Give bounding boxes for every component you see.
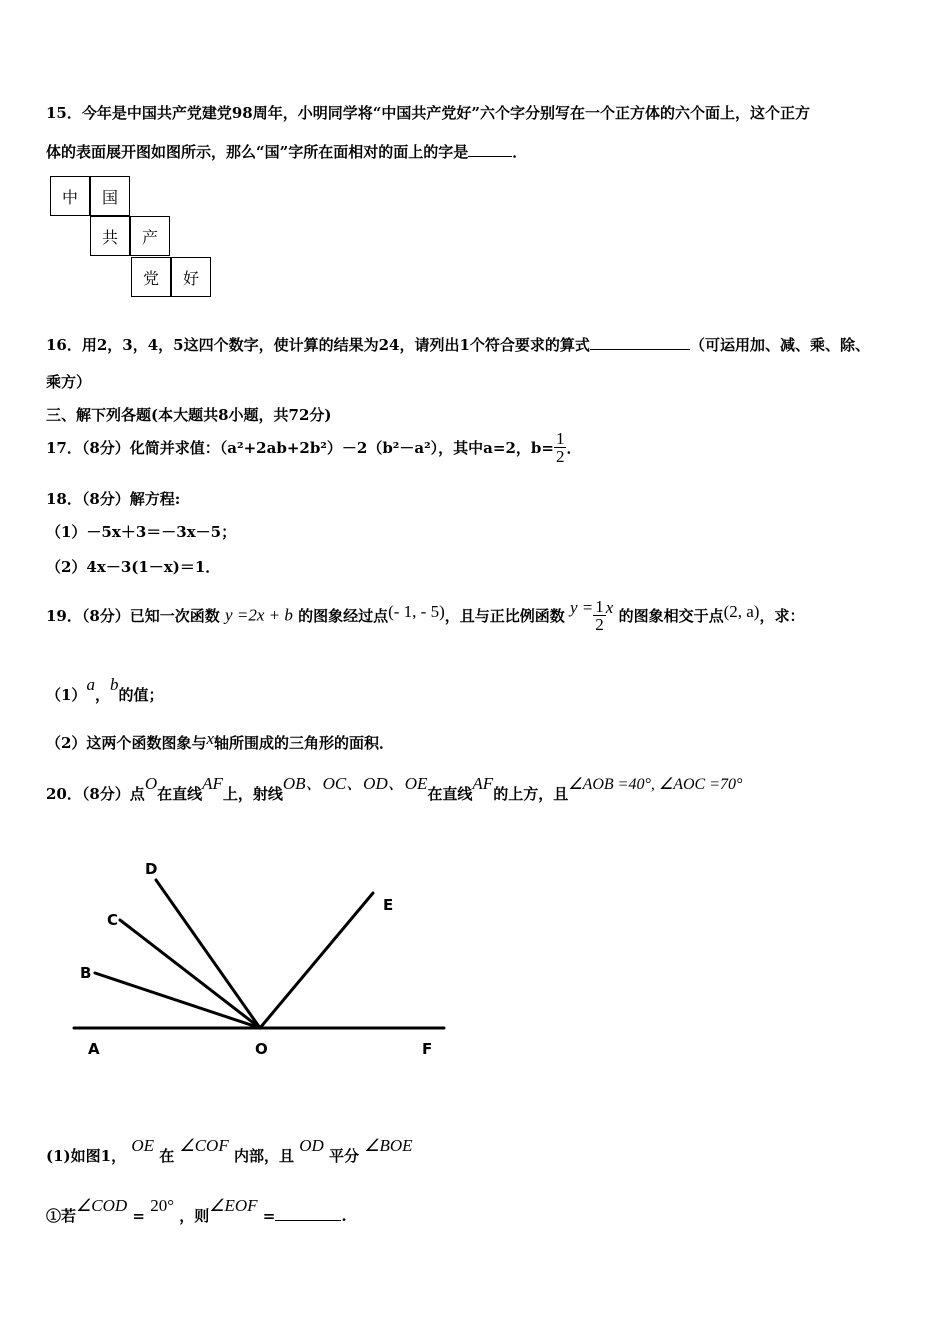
ray-OC — [120, 920, 260, 1028]
q19-part2 — [46, 729, 395, 753]
q16-answer-blank — [590, 349, 690, 350]
q20-s1-OE: OE — [131, 1136, 154, 1155]
net-cell: 中 — [50, 176, 90, 216]
label-E: E — [383, 896, 394, 914]
label-D: D — [145, 860, 158, 878]
frac-numerator: 1 — [595, 597, 604, 616]
q20-figure — [60, 850, 460, 1080]
q20-s1-t2: 内部，且 — [233, 1147, 294, 1165]
q20-rays: OB、OC、OD、OE — [282, 774, 428, 793]
ray-OD — [156, 880, 260, 1028]
frac-numerator: 1 — [555, 429, 565, 448]
q16-text: 16．用2，3，4，5这四个数字，使计算的结果为24，请列出1个符合要求的算式 — [46, 336, 590, 354]
q20-t4: 在直线 — [427, 785, 473, 803]
label-O: O — [255, 1040, 268, 1058]
q20-AF: AF — [202, 774, 223, 793]
net-cell: 党 — [131, 257, 171, 297]
q19-p1-sep: ， — [94, 686, 110, 704]
net-cell: 共 — [90, 216, 130, 256]
q20-s1-label: (1)如图1， — [46, 1147, 127, 1165]
q17-end: ． — [566, 439, 582, 457]
q15-answer-blank — [468, 156, 512, 157]
q20-stem — [46, 774, 743, 804]
q19-p1-label: （1） — [46, 686, 87, 704]
q20-s2-COD: ∠COD — [76, 1196, 128, 1215]
q17-fraction — [554, 430, 567, 465]
q15-line2-text: 体的表面展开图如图所示，那么“国”字所在面相对的面上的字是 — [46, 143, 469, 161]
q15-line1: 15．今年是中国共产党建党98周年，小明同学将“中国共产党好”六个字分别写在一个正方体的六个面上，这个正方 — [46, 104, 811, 122]
label-A: A — [88, 1040, 100, 1058]
net-cell: 好 — [171, 257, 211, 297]
q19-stem — [46, 598, 804, 633]
q20-s2-label: ①若 — [46, 1207, 77, 1225]
q19-point2: (2, a) — [723, 601, 760, 621]
q17 — [46, 430, 581, 465]
q20-sub2 — [46, 1196, 347, 1226]
q19-p2-end: 轴所围成的三角形的面积． — [214, 734, 395, 752]
q20-AF2: AF — [472, 774, 494, 793]
net-cell: 国 — [90, 176, 130, 216]
q19-p1-b: b — [109, 675, 119, 694]
q19-point1: (- 1, - 5) — [388, 601, 445, 621]
section-heading: 三、解下列各题(本大题共8小题，共72分) — [46, 406, 332, 424]
q20-answer-blank — [275, 1220, 341, 1221]
q20-s1-t1: 在 — [159, 1147, 175, 1165]
ray-OB — [95, 973, 260, 1028]
q20-O: O — [144, 774, 158, 793]
q19-p1-a: a — [86, 675, 95, 694]
net-cell: 产 — [130, 216, 170, 256]
q16-text-end: （可运用加、减、乘、除、 — [689, 336, 870, 354]
q19-math-prop-y: y = — [570, 597, 594, 617]
frac-denominator: 2 — [555, 447, 565, 466]
q20-s1-COF: ∠COF — [179, 1136, 229, 1155]
q19-part1 — [46, 675, 164, 705]
q16-line2: 乘方） — [46, 373, 92, 391]
q20-s1-BOE: ∠BOE — [364, 1136, 413, 1155]
q19-t2: 的图象经过点 — [298, 607, 389, 625]
q20-s2-t: ，则 — [179, 1207, 210, 1225]
label-B: B — [80, 964, 92, 982]
q18-eq2: （2）4x－3(1－x)＝1． — [46, 558, 221, 576]
ray-OE — [260, 893, 373, 1028]
q20-s2-eq: = — [132, 1207, 145, 1225]
q18-title: 18．（8分）解方程: — [46, 490, 181, 508]
q19-p2-text: （2）这两个函数图象与 — [46, 734, 207, 752]
q19-p1-end: 的值； — [118, 686, 164, 704]
q19-fraction — [593, 598, 606, 633]
q20-s1-OD: OD — [299, 1136, 324, 1155]
q15-line2-end: ． — [512, 143, 528, 161]
q20-angles: ∠AOB =40°, ∠AOC =70° — [568, 776, 743, 793]
q20-s2-eq2: = — [262, 1207, 276, 1225]
q15-line2 — [46, 141, 527, 162]
q16-line1 — [46, 334, 870, 355]
q19-t4: 的图象相交于点 — [618, 607, 724, 625]
q19-t3: ，且与正比例函数 — [444, 607, 565, 625]
q19-math-prop-x: x — [605, 597, 614, 617]
q19-math-linear: y =2x + b — [225, 605, 293, 625]
q20-sub1 — [46, 1136, 413, 1166]
q20-t3: 上，射线 — [222, 785, 283, 803]
q18-eq1: （1）－5x＋3＝－3x－5； — [46, 523, 237, 541]
q20-t1: 20．（8分）点 — [46, 785, 145, 803]
q19-p2-x: x — [206, 729, 214, 748]
q20-s2-end: . — [341, 1207, 347, 1225]
frac-denominator: 2 — [595, 615, 604, 634]
q20-t5: 的上方，且 — [493, 785, 569, 803]
q17-text: 17．（8分）化简并求值：（a²+2ab+2b²）－2（b²－a²），其中a=2，b= — [46, 439, 554, 457]
q19-t5: ，求： — [759, 607, 805, 625]
q20-s2-val: 20° — [150, 1196, 175, 1215]
q19-t1: 19．（8分）已知一次函数 — [46, 607, 220, 625]
q20-s2-EOF: ∠EOF — [209, 1196, 258, 1215]
label-C: C — [107, 911, 119, 929]
q20-s1-t3: 平分 — [329, 1147, 360, 1165]
q20-t2: 在直线 — [157, 785, 203, 803]
label-F: F — [422, 1040, 433, 1058]
